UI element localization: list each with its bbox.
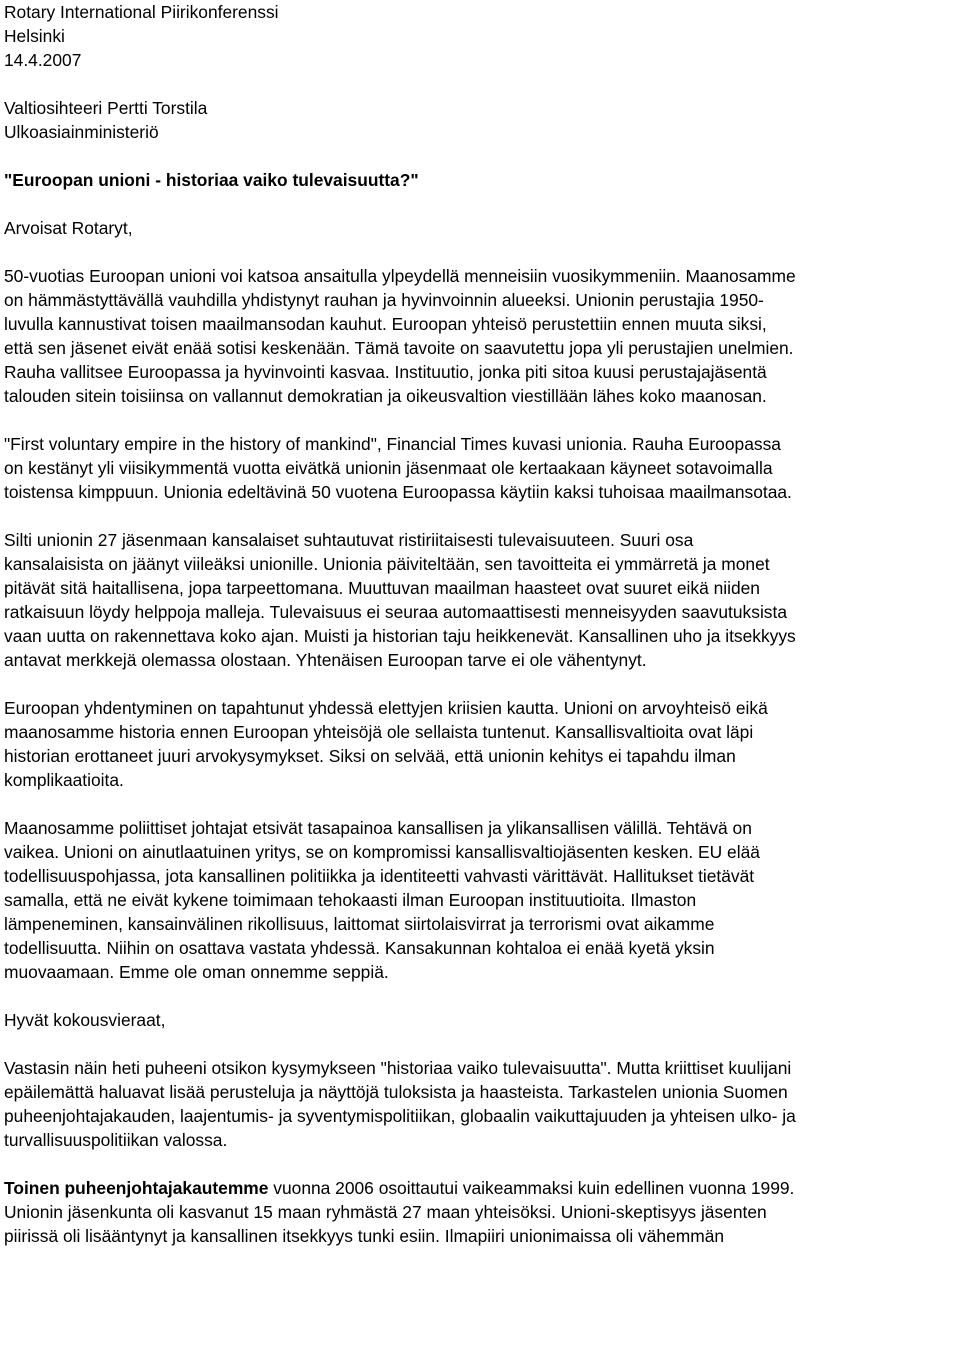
paragraph-line: luvulla kannustivat toisen maailmansodan kauhut. Euroopan yhteisö perustettiin ennen muuta siksi,: [4, 314, 767, 334]
speech-title: "Euroopan unioni - historiaa vaiko tulevaisuutta?": [4, 170, 419, 190]
event-name: Rotary International Piirikonferenssi: [4, 2, 279, 22]
speaker-ministry: Ulkoasiainministeriö: [4, 122, 159, 142]
paragraph-1: [4, 264, 960, 408]
paragraph-2: [4, 432, 960, 504]
paragraph-line: muovaamaan. Emme ole oman onnemme seppiä.: [4, 962, 389, 982]
spacer: [4, 72, 960, 96]
spacer: [4, 240, 960, 264]
spacer: [4, 1032, 960, 1056]
document-page: [4, 0, 960, 1248]
spacer: [4, 408, 960, 432]
paragraph-line: vaan uutta on rakennettava koko ajan. Muisti ja historian taju heikkenevät. Kansallinen uho ja itsekkyys: [4, 626, 796, 646]
paragraph-5: [4, 816, 960, 984]
spacer: [4, 192, 960, 216]
paragraph-line: on kestänyt yli viisikymmentä vuotta eivätkä unionin jäsenmaat ole kertaakaan käyneet sotavoimalla: [4, 458, 773, 478]
paragraph-line: komplikaatioita.: [4, 770, 124, 790]
paragraph-7: [4, 1176, 960, 1248]
greeting-2-block: [4, 1008, 960, 1032]
paragraph-first-line: [4, 1176, 960, 1200]
paragraph-line: ratkaisuun löydy helppoja malleja. Tulevaisuus ei seuraa automaattisesti menneisyyden saavutuksista: [4, 602, 788, 622]
paragraph-line: Unionin jäsenkunta oli kasvanut 15 maan ryhmästä 27 maan yhteisöksi. Unioni-skeptisyys jäsenten: [4, 1202, 767, 1222]
paragraph-line: vaikea. Unioni on ainutlaatuinen yritys, se on kompromissi kansallisvaltiojäsenten kesken. EU elää: [4, 842, 760, 862]
paragraph-line: puheenjohtajakauden, laajentumis- ja syventymispolitiikan, globaalin vaikuttajuuden ja yhteisen ulko- ja: [4, 1106, 796, 1126]
paragraph-line: talouden sitein toisiinsa on vallannut demokratian ja oikeusvaltion viestillään lähes koko maanosan.: [4, 386, 767, 406]
event-date: 14.4.2007: [4, 50, 82, 70]
paragraph-line: 50-vuotias Euroopan unioni voi katsoa ansaitulla ylpeydellä menneisiin vuosikymmeniin. Maanosamme: [4, 266, 796, 286]
speaker-name: Valtiosihteeri Pertti Torstila: [4, 98, 208, 118]
spacer: [4, 1152, 960, 1176]
event-city: Helsinki: [4, 26, 65, 46]
paragraph-line: turvallisuuspolitiikan valossa.: [4, 1130, 228, 1150]
paragraph-line: Maanosamme poliittiset johtajat etsivät tasapainoa kansallisen ja ylikansallisen välillä. Tehtävä on: [4, 818, 752, 838]
paragraph-line: "First voluntary empire in the history of mankind", Financial Times kuvasi unionia. Rauha Euroopassa: [4, 434, 781, 454]
paragraph-3: [4, 528, 960, 672]
greeting-2: Hyvät kokousvieraat,: [4, 1010, 166, 1030]
spacer: [4, 984, 960, 1008]
title-block: [4, 168, 960, 192]
spacer: [4, 792, 960, 816]
first-line-rest: vuonna 2006 osoittautui vaikeammaksi kuin edellinen vuonna 1999.: [268, 1178, 795, 1198]
paragraph-line: Euroopan yhdentyminen on tapahtunut yhdessä elettyjen kriisien kautta. Unioni on arvoyhteisö eikä: [4, 698, 768, 718]
paragraph-line: on hämmästyttävällä vauhdilla yhdistynyt rauhan ja hyvinvoinnin alueeksi. Unionin perustajia 1950-: [4, 290, 764, 310]
paragraph-line: piirissä oli lisääntynyt ja kansallinen itsekkyys tunki esiin. Ilmapiiri unionimaissa oli vähemmän: [4, 1226, 725, 1246]
spacer: [4, 144, 960, 168]
paragraph-line: toistensa kimppuun. Unionia edeltävinä 50 vuotena Euroopassa käytiin kaksi tuhoisaa maailmansotaa.: [4, 482, 792, 502]
paragraph-line: Silti unionin 27 jäsenmaan kansalaiset suhtautuvat ristiriitaisesti tulevaisuuteen. Suuri osa: [4, 530, 694, 550]
paragraph-line: todellisuuspohjassa, jota kansallinen politiikka ja identiteetti vahvasti värittävät. Hallitukset tietävät: [4, 866, 755, 886]
bold-lead: Toinen puheenjohtajakautemme: [4, 1178, 269, 1198]
paragraph-line: kansalaisista on jäänyt viileäksi unionille. Unionia päiviteltään, sen tavoitteita ei ymmärretä ja monet: [4, 554, 770, 574]
paragraph-6: [4, 1056, 960, 1152]
paragraph-line: historian erottaneet juuri arvokysymykset. Siksi on selvää, että unionin kehitys ei tapahdu ilman: [4, 746, 736, 766]
paragraph-line: Vastasin näin heti puheeni otsikon kysymykseen "historiaa vaiko tulevaisuutta". Mutta kriittiset kuulijani: [4, 1058, 792, 1078]
header-block: [4, 0, 960, 72]
paragraph-line: antavat merkkejä olemassa olostaan. Yhtenäisen Euroopan tarve ei ole vähentynyt.: [4, 650, 647, 670]
paragraph-4: [4, 696, 960, 792]
paragraph-line: todellisuutta. Niihin on osattava vastata yhdessä. Kansakunnan kohtaloa ei enää kyetä yksin: [4, 938, 715, 958]
spacer: [4, 504, 960, 528]
paragraph-line: Rauha vallitsee Euroopassa ja hyvinvointi kasvaa. Instituutio, jonka piti sitoa kuusi perustajajäsentä: [4, 362, 767, 382]
greeting-block: [4, 216, 960, 240]
paragraph-line: epäilemättä haluavat lisää perusteluja ja näyttöjä tuloksista ja haasteista. Tarkastelen unionia Suomen: [4, 1082, 788, 1102]
paragraph-line: pitävät sitä haitallisena, jopa tarpeettomana. Muuttuvan maailman haasteet ovat suuret eikä niiden: [4, 578, 760, 598]
paragraph-line: maanosamme historia ennen Euroopan yhteisöjä ole sellaista tuntenut. Kansallisvaltioita ovat läpi: [4, 722, 754, 742]
paragraph-line: samalla, että ne eivät kykene toimimaan tehokaasti ilman Euroopan instituutioita. Ilmaston: [4, 890, 697, 910]
paragraph-line: että sen jäsenet eivät enää sotisi keskenään. Tämä tavoite on saavutettu jopa yli perustajien unelmien.: [4, 338, 794, 358]
spacer: [4, 672, 960, 696]
paragraph-line: lämpeneminen, kansainvälinen rikollisuus, laittomat siirtolaisvirrat ja terrorismi ovat aikamme: [4, 914, 715, 934]
speaker-block: [4, 96, 960, 144]
greeting: Arvoisat Rotaryt,: [4, 218, 133, 238]
